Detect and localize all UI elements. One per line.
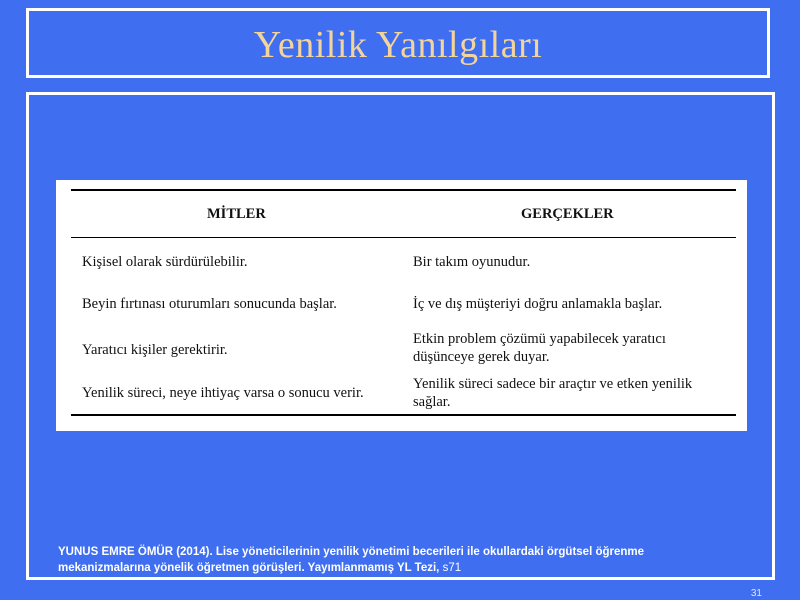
citation — [58, 544, 738, 576]
table-header-rule — [71, 237, 736, 238]
myth-cell-4: Yenilik süreci, neye ihtiyaç varsa o sonucu verir. — [82, 385, 364, 401]
header-myths: MİTLER — [207, 206, 266, 222]
myth-cell-1: Kişisel olarak sürdürülebilir. — [82, 254, 248, 270]
citation-page: s71 — [442, 562, 462, 574]
table-top-rule — [71, 189, 736, 191]
myth-cell-2: Beyin fırtınası oturumları sonucunda başlar. — [82, 296, 337, 312]
fact-cell-4: Yenilik süreci sadece bir araçtır ve etken yenilik sağlar. — [413, 376, 693, 410]
table-bottom-rule — [71, 414, 736, 416]
slide-title: Yenilik Yanılgıları — [253, 24, 543, 66]
myths-facts-table — [56, 180, 747, 431]
citation-text: YUNUS EMRE ÖMÜR (2014). Lise yöneticilerinin yenilik yönetimi becerileri ile okullardaki örgütsel öğrenme mekanizmalarına yönelik öğretmen görüşleri. Yayımlanmamış YL Tezi, — [58, 546, 645, 574]
fact-cell-1: Bir takım oyunudur. — [413, 254, 531, 270]
header-facts: GERÇEKLER — [521, 206, 614, 222]
myth-cell-3: Yaratıcı kişiler gerektirir. — [82, 342, 228, 358]
title-frame — [26, 8, 770, 78]
slide-number: 31 — [750, 588, 762, 599]
fact-cell-2: İç ve dış müşteriyi doğru anlamakla başlar. — [413, 296, 663, 312]
fact-cell-3: Etkin problem çözümü yapabilecek yaratıcı düşünceye gerek duyar. — [413, 331, 666, 365]
